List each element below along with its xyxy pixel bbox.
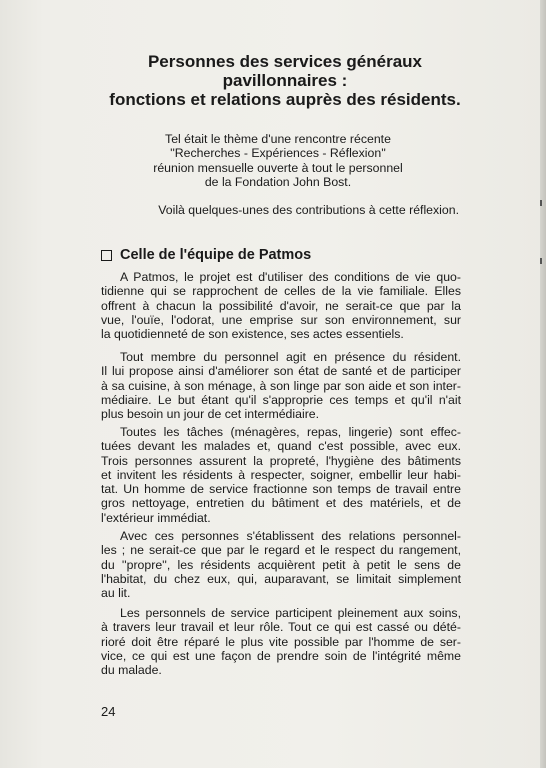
intro-line: Tel était le thème d'une rencontre récente: [165, 132, 391, 146]
intro-line: de la Fondation John Bost.: [204, 175, 352, 190]
text-line: à travers leur travail et leur rôle. Tout ce qui est cassé ou dété-: [101, 620, 461, 635]
title-line: Personnes des services généraux: [147, 52, 423, 71]
text-line: du ''propre'', les résidents acquièrent petit à petit le sens de: [101, 557, 461, 572]
text-line: Avec ces personnes s'établissent des relations personnel-: [120, 529, 461, 543]
text-line: rioré doit être réparé le plus vite possible par l'homme de ser-: [101, 634, 461, 649]
title-line: fonctions et relations auprès des résidents.: [109, 90, 461, 109]
paragraph: [101, 270, 461, 341]
intro-block: [96, 132, 460, 190]
page-edge: [540, 0, 546, 768]
section-heading: [101, 246, 441, 264]
text-line: vue, l'ouïe, l'odorat, une emprise sur son environnement, sur: [101, 312, 461, 327]
paragraph: [101, 425, 461, 525]
margin-mark: [540, 258, 542, 264]
intro-conclusion: Voilà quelques-unes des contributions à cette réflexion.: [158, 203, 459, 217]
text-line: plus besoin un jour de cet intermédiaire.: [101, 407, 320, 422]
text-line: et invitent les résidents à respecter, soigner, embellir leur habi-: [101, 467, 461, 482]
intro-line: ''Recherches - Expériences - Réflexion'': [170, 146, 386, 161]
text-line: Les personnels de service participent pleinement aux soins,: [120, 606, 461, 620]
text-line: Il lui propose ainsi d'améliorer son état de santé et de participer: [101, 364, 461, 379]
text-line: l'habitat, du chez eux, qui, auparavant, se limitait simplement: [101, 571, 461, 586]
checkbox-square-icon: [101, 250, 112, 261]
text-line: médiaire. Le but étant qu'il s'approprie ces temps et qu'il n'ait: [101, 392, 461, 407]
text-line: au lit.: [101, 586, 131, 601]
text-line: Toutes les tâches (ménagères, repas, lingerie) sont effec-: [120, 425, 461, 439]
article-title: [90, 52, 480, 109]
page-number: 24: [101, 704, 116, 719]
text-line: la quotidienneté de son existence, ses actes essentiels.: [101, 327, 404, 342]
text-line: les ; ne serait-ce que par le regard et le respect du rangement,: [101, 543, 461, 558]
paragraph: [101, 529, 461, 600]
paragraph: [101, 606, 461, 677]
text-line: à sa cuisine, à son ménage, à son linge par son aide et son inter-: [101, 378, 461, 393]
text-line: du malade.: [101, 663, 162, 678]
text-line: tat. Un homme de service fractionne son temps de travail entre: [101, 482, 461, 497]
text-line: l'extérieur immédiat.: [101, 510, 211, 525]
text-line: Trois personnes assurent la propreté, l'hygiène des bâtiments: [101, 453, 461, 468]
text-line: tidienne qui se rapprochent de celles de la vie familiale. Elles: [101, 284, 461, 299]
text-line: tuées devant les malades et, quand c'est possible, avec eux.: [101, 439, 461, 454]
text-line: A Patmos, le projet est d'utiliser des conditions de vie quo-: [120, 270, 461, 284]
margin-mark: [540, 200, 542, 206]
text-line: vice, ce qui est une façon de prendre soin de l'intégrité même: [101, 648, 461, 663]
paragraph: [101, 350, 461, 421]
text-line: offrent à chacun la possibilité d'avoir, ne serait-ce que par la: [101, 298, 461, 313]
text-line: gros nettoyage, entretien du bâtiment et des matériels, et de: [101, 496, 461, 511]
section-heading-text: Celle de l'équipe de Patmos: [120, 247, 312, 263]
text-line: Tout membre du personnel agit en présence du résident.: [120, 350, 461, 364]
intro-line: réunion mensuelle ouverte à tout le personnel: [153, 160, 403, 175]
title-line: pavillonnaires :: [222, 71, 348, 90]
